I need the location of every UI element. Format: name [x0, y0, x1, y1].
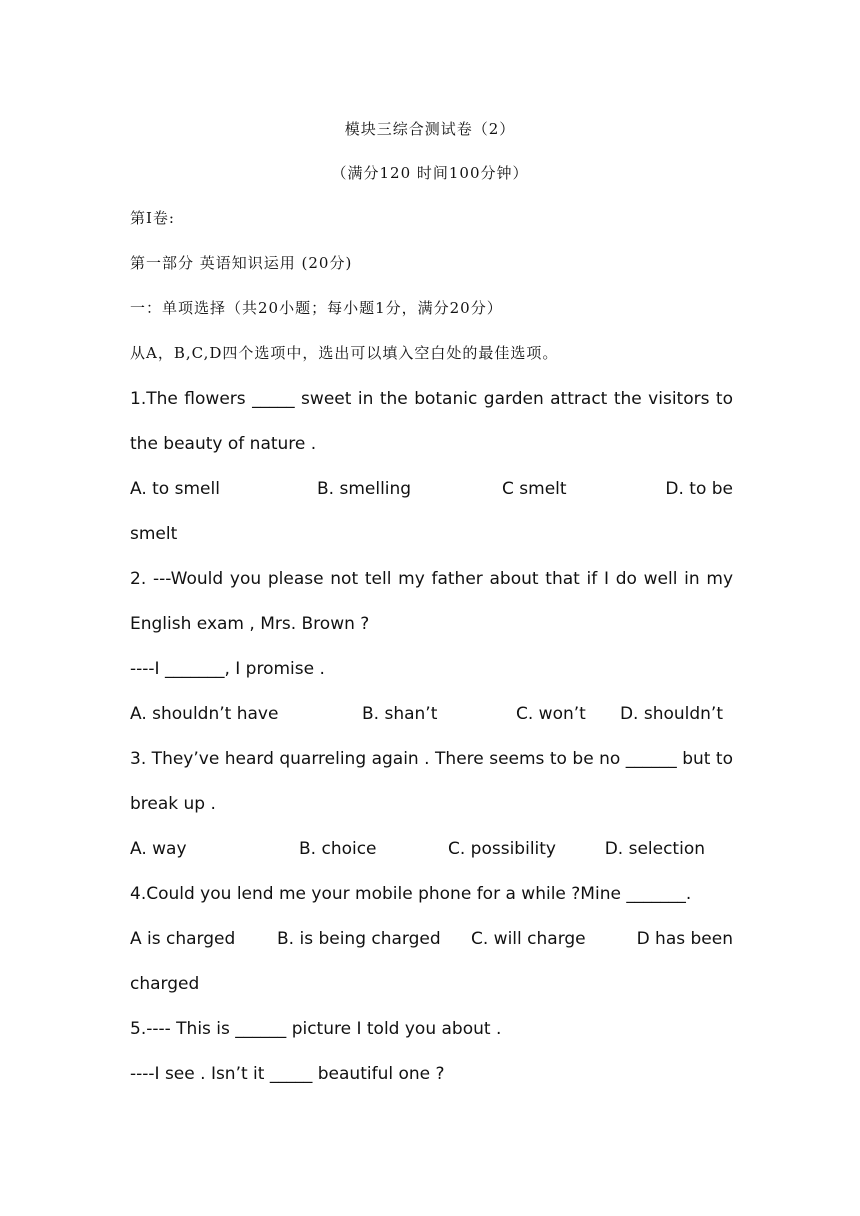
question-1-line-2: the beauty of nature . — [130, 434, 317, 454]
question-3-line-2: break up . — [130, 794, 216, 814]
question-1-option-c: C smelt — [502, 479, 567, 499]
question-4-option-a: A is charged — [130, 929, 236, 949]
question-4-line-1: 4.Could you lend me your mobile phone for a while ?Mine _______. — [130, 884, 692, 904]
question-2-option-a: A. shouldn’t have — [130, 704, 279, 724]
question-3-option-b: B. choice — [299, 839, 377, 859]
question-2-line-1: 2. ---Would you please not tell my father about that if I do well in my — [130, 569, 733, 589]
question-2-option-b: B. shan’t — [362, 704, 438, 724]
question-4-option-d-cont: charged — [130, 974, 200, 994]
question-5-line-1: 5.---- This is ______ picture I told you about . — [130, 1019, 502, 1039]
question-2-line-2: English exam , Mrs. Brown ? — [130, 614, 370, 634]
exam-title: 模块三综合测试卷（2） — [344, 120, 516, 138]
question-4-option-b: B. is being charged — [277, 929, 441, 949]
question-1-option-a: A. to smell — [130, 479, 220, 499]
question-1-line-1: 1.The flowers _____ sweet in the botanic garden attract the visitors to — [130, 389, 733, 409]
section-heading: 一：单项选择（共20小题；每小题1分，满分20分） — [130, 299, 503, 317]
question-4-option-d: D has been — [636, 929, 733, 949]
question-2-line-3: ----I _______, I promise . — [130, 659, 325, 679]
part-heading: 第一部分 英语知识运用 (20分) — [130, 254, 353, 272]
question-3-option-c: C. possibility — [448, 839, 556, 859]
question-1-option-b: B. smelling — [317, 479, 412, 499]
question-1-option-d: D. to be — [665, 479, 733, 499]
exam-subtitle: （满分120 时间100分钟） — [331, 164, 529, 182]
question-4-option-c: C. will charge — [471, 929, 586, 949]
question-5-line-2: ----I see . Isn’t it _____ beautiful one ? — [130, 1064, 445, 1084]
question-3-option-d: D. selection — [604, 839, 705, 859]
volume-label: 第Ⅰ卷: — [130, 209, 175, 227]
question-3-line-1: 3. They’ve heard quarreling again . There seems to be no ______ but to — [130, 749, 733, 769]
section-instruction: 从A，B,C,D四个选项中，选出可以填入空白处的最佳选项。 — [130, 344, 559, 362]
question-2-option-d: D. shouldn’t — [619, 704, 723, 724]
question-3-option-a: A. way — [130, 839, 187, 859]
question-1-option-d-cont: smelt — [130, 524, 178, 544]
question-2-option-c: C. won’t — [516, 704, 586, 724]
